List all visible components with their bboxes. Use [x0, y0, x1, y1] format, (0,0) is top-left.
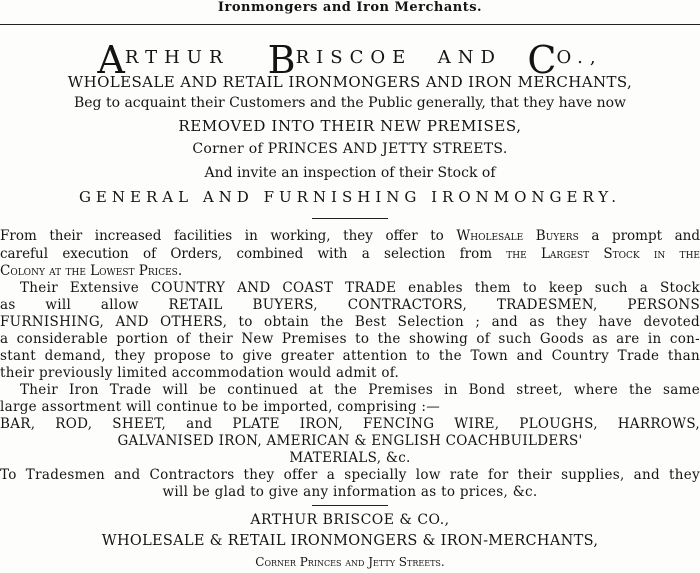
p2-line-2: as will allow RETAIL BUYERS, CONTRACTORS, TRADESMEN, PERSONS: [0, 297, 700, 313]
corner-line: [0, 141, 700, 157]
p2-line-3: FURNISHING, AND OTHERS, to obtain the Best Selection ; and as they have devoted: [0, 314, 700, 330]
firm-word-co: O.,: [556, 47, 603, 68]
general-ironmongery-line: GENERAL AND FURNISHING IRONMONGERY.: [78, 188, 622, 206]
p2-line-1: Their Extensive COUNTRY AND COAST TRADE enables them to keep such a Stock: [20, 280, 700, 296]
corner-prefix: Corner of: [192, 141, 263, 157]
invite-line: And invite an inspection of their Stock of: [204, 165, 496, 181]
p1-line-1: [0, 228, 700, 244]
p2-line-6: their previously limited accommodation would admit of.: [0, 365, 400, 381]
firm-word-arthur: RTHUR: [124, 47, 230, 68]
section-rule-2: [312, 505, 388, 506]
p1-text-1a: From their increased facilities in working, they offer to: [0, 228, 444, 244]
removed-line: REMOVED INTO THEIR NEW PREMISES,: [178, 117, 522, 135]
page-header: Ironmongers and Iron Merchants.: [217, 0, 483, 15]
p4-line-2: will be glad to give any information as to prices, &c.: [162, 484, 538, 500]
p4-line-1: To Tradesmen and Contractors they offer a specially low rate for their supplies, and they: [0, 467, 700, 483]
firm-initial-b: B: [267, 38, 296, 82]
footer-address: Corner Princes and Jetty Streets.: [255, 555, 445, 569]
trade-line: WHOLESALE AND RETAIL IRONMONGERS AND IRON MERCHANTS,: [67, 73, 633, 91]
p1-line-3: Colony at the Lowest Prices.: [0, 263, 183, 279]
acquaint-line: Beg to acquaint their Customers and the Public generally, that they have now: [73, 95, 627, 111]
p3-line-2: large assortment will continue to be imported, comprising :—: [0, 399, 441, 415]
p1-largest-stock: the Largest Stock in the: [506, 246, 700, 262]
p3-line-5: MATERIALS, &c.: [289, 450, 411, 466]
p1-text-2a: careful execution of Orders, combined with a selection from: [0, 246, 493, 262]
p3-line-4: GALVANISED IRON, AMERICAN & ENGLISH COACHBUILDERS': [117, 433, 583, 449]
firm-word-briscoe: RISCOE: [295, 47, 413, 68]
firm-initial-c: C: [527, 38, 557, 82]
firm-initial-a: A: [97, 38, 125, 82]
firm-word-and: AND: [437, 47, 502, 68]
p3-line-3: BAR, ROD, SHEET, and PLATE IRON, FENCING WIRE, PLOUGHS, HARROWS,: [0, 416, 700, 432]
footer-firm-name: ARTHUR BRISCOE & CO.,: [250, 512, 450, 528]
p3-line-1: Their Iron Trade will be continued at the Premises in Bond street, where the same: [20, 382, 700, 398]
p1-line-2: [0, 246, 700, 262]
section-rule-1: [312, 218, 388, 219]
corner-streets: PRINCES AND JETTY STREETS.: [267, 141, 508, 157]
p2-line-5: stant demand, they propose to give greater attention to the Town and Country Trade than: [0, 348, 700, 364]
footer-trade-line: WHOLESALE & RETAIL IRONMONGERS & IRON-MERCHANTS,: [101, 533, 599, 549]
p1-text-1b: a prompt and: [591, 228, 700, 244]
p2-line-4: a considerable portion of their New Premises to the showing of such Goods as are in con-: [0, 331, 700, 347]
header-rule: [0, 24, 700, 25]
p1-wholesale-buyers: Wholesale Buyers: [456, 228, 579, 244]
